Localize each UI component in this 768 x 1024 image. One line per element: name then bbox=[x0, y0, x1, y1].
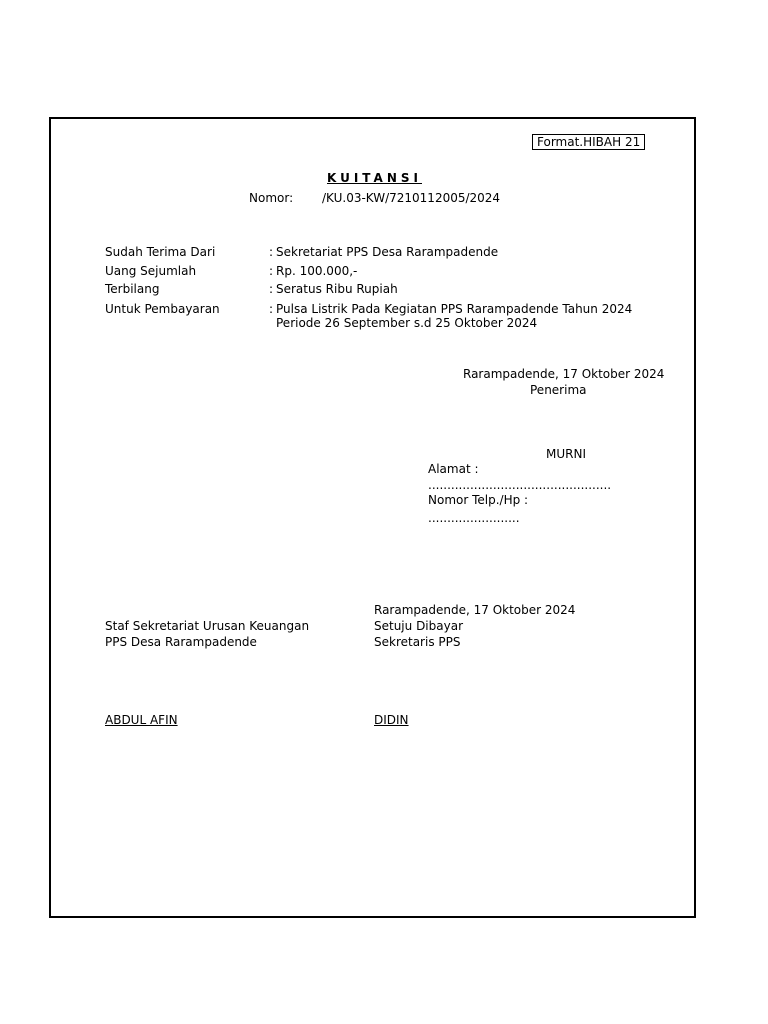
field-value-line2: Periode 26 September s.d 25 Oktober 2024 bbox=[276, 316, 538, 330]
staff-signatory-name: ABDUL AFIN bbox=[105, 713, 178, 727]
field-value: Rp. 100.000,- bbox=[276, 264, 358, 278]
nomor-value: /KU.03-KW/7210112005/2024 bbox=[322, 191, 501, 205]
field-label: Terbilang bbox=[105, 282, 160, 296]
approval-text: Setuju Dibayar bbox=[374, 619, 463, 633]
field-label: Untuk Pembayaran bbox=[105, 302, 220, 316]
telp-label: Nomor Telp./Hp : bbox=[428, 493, 529, 507]
field-value: Pulsa Listrik Pada Kegiatan PPS Rarampadende Tahun 2024 bbox=[276, 302, 633, 316]
receiver-name: MURNI bbox=[546, 447, 586, 461]
receiver-role: Penerima bbox=[530, 383, 587, 397]
field-colon: : bbox=[269, 264, 274, 278]
field-value: Seratus Ribu Rupiah bbox=[276, 282, 398, 296]
field-value: Sekretariat PPS Desa Rarampadende bbox=[276, 245, 499, 259]
nomor-label: Nomor: bbox=[249, 191, 294, 205]
secretary-title: Sekretaris PPS bbox=[374, 635, 461, 649]
receipt-frame bbox=[49, 117, 696, 918]
field-colon: : bbox=[269, 245, 274, 259]
secretary-signatory-name: DIDIN bbox=[374, 713, 409, 727]
field-colon: : bbox=[269, 302, 274, 316]
alamat-dots: ................................................ bbox=[428, 478, 612, 492]
field-label: Uang Sejumlah bbox=[105, 264, 197, 278]
staff-org: PPS Desa Rarampadende bbox=[105, 635, 257, 649]
telp-dots: ........................ bbox=[428, 511, 520, 525]
receiver-place-date: Rarampadende, 17 Oktober 2024 bbox=[463, 367, 665, 381]
field-label: Sudah Terima Dari bbox=[105, 245, 216, 259]
field-colon: : bbox=[269, 282, 274, 296]
alamat-label: Alamat : bbox=[428, 462, 479, 476]
format-label: Format.HIBAH 21 bbox=[532, 134, 645, 150]
document-title: KUITANSI bbox=[327, 171, 422, 185]
approval-place-date: Rarampadende, 17 Oktober 2024 bbox=[374, 603, 576, 617]
staff-title: Staf Sekretariat Urusan Keuangan bbox=[105, 619, 310, 633]
